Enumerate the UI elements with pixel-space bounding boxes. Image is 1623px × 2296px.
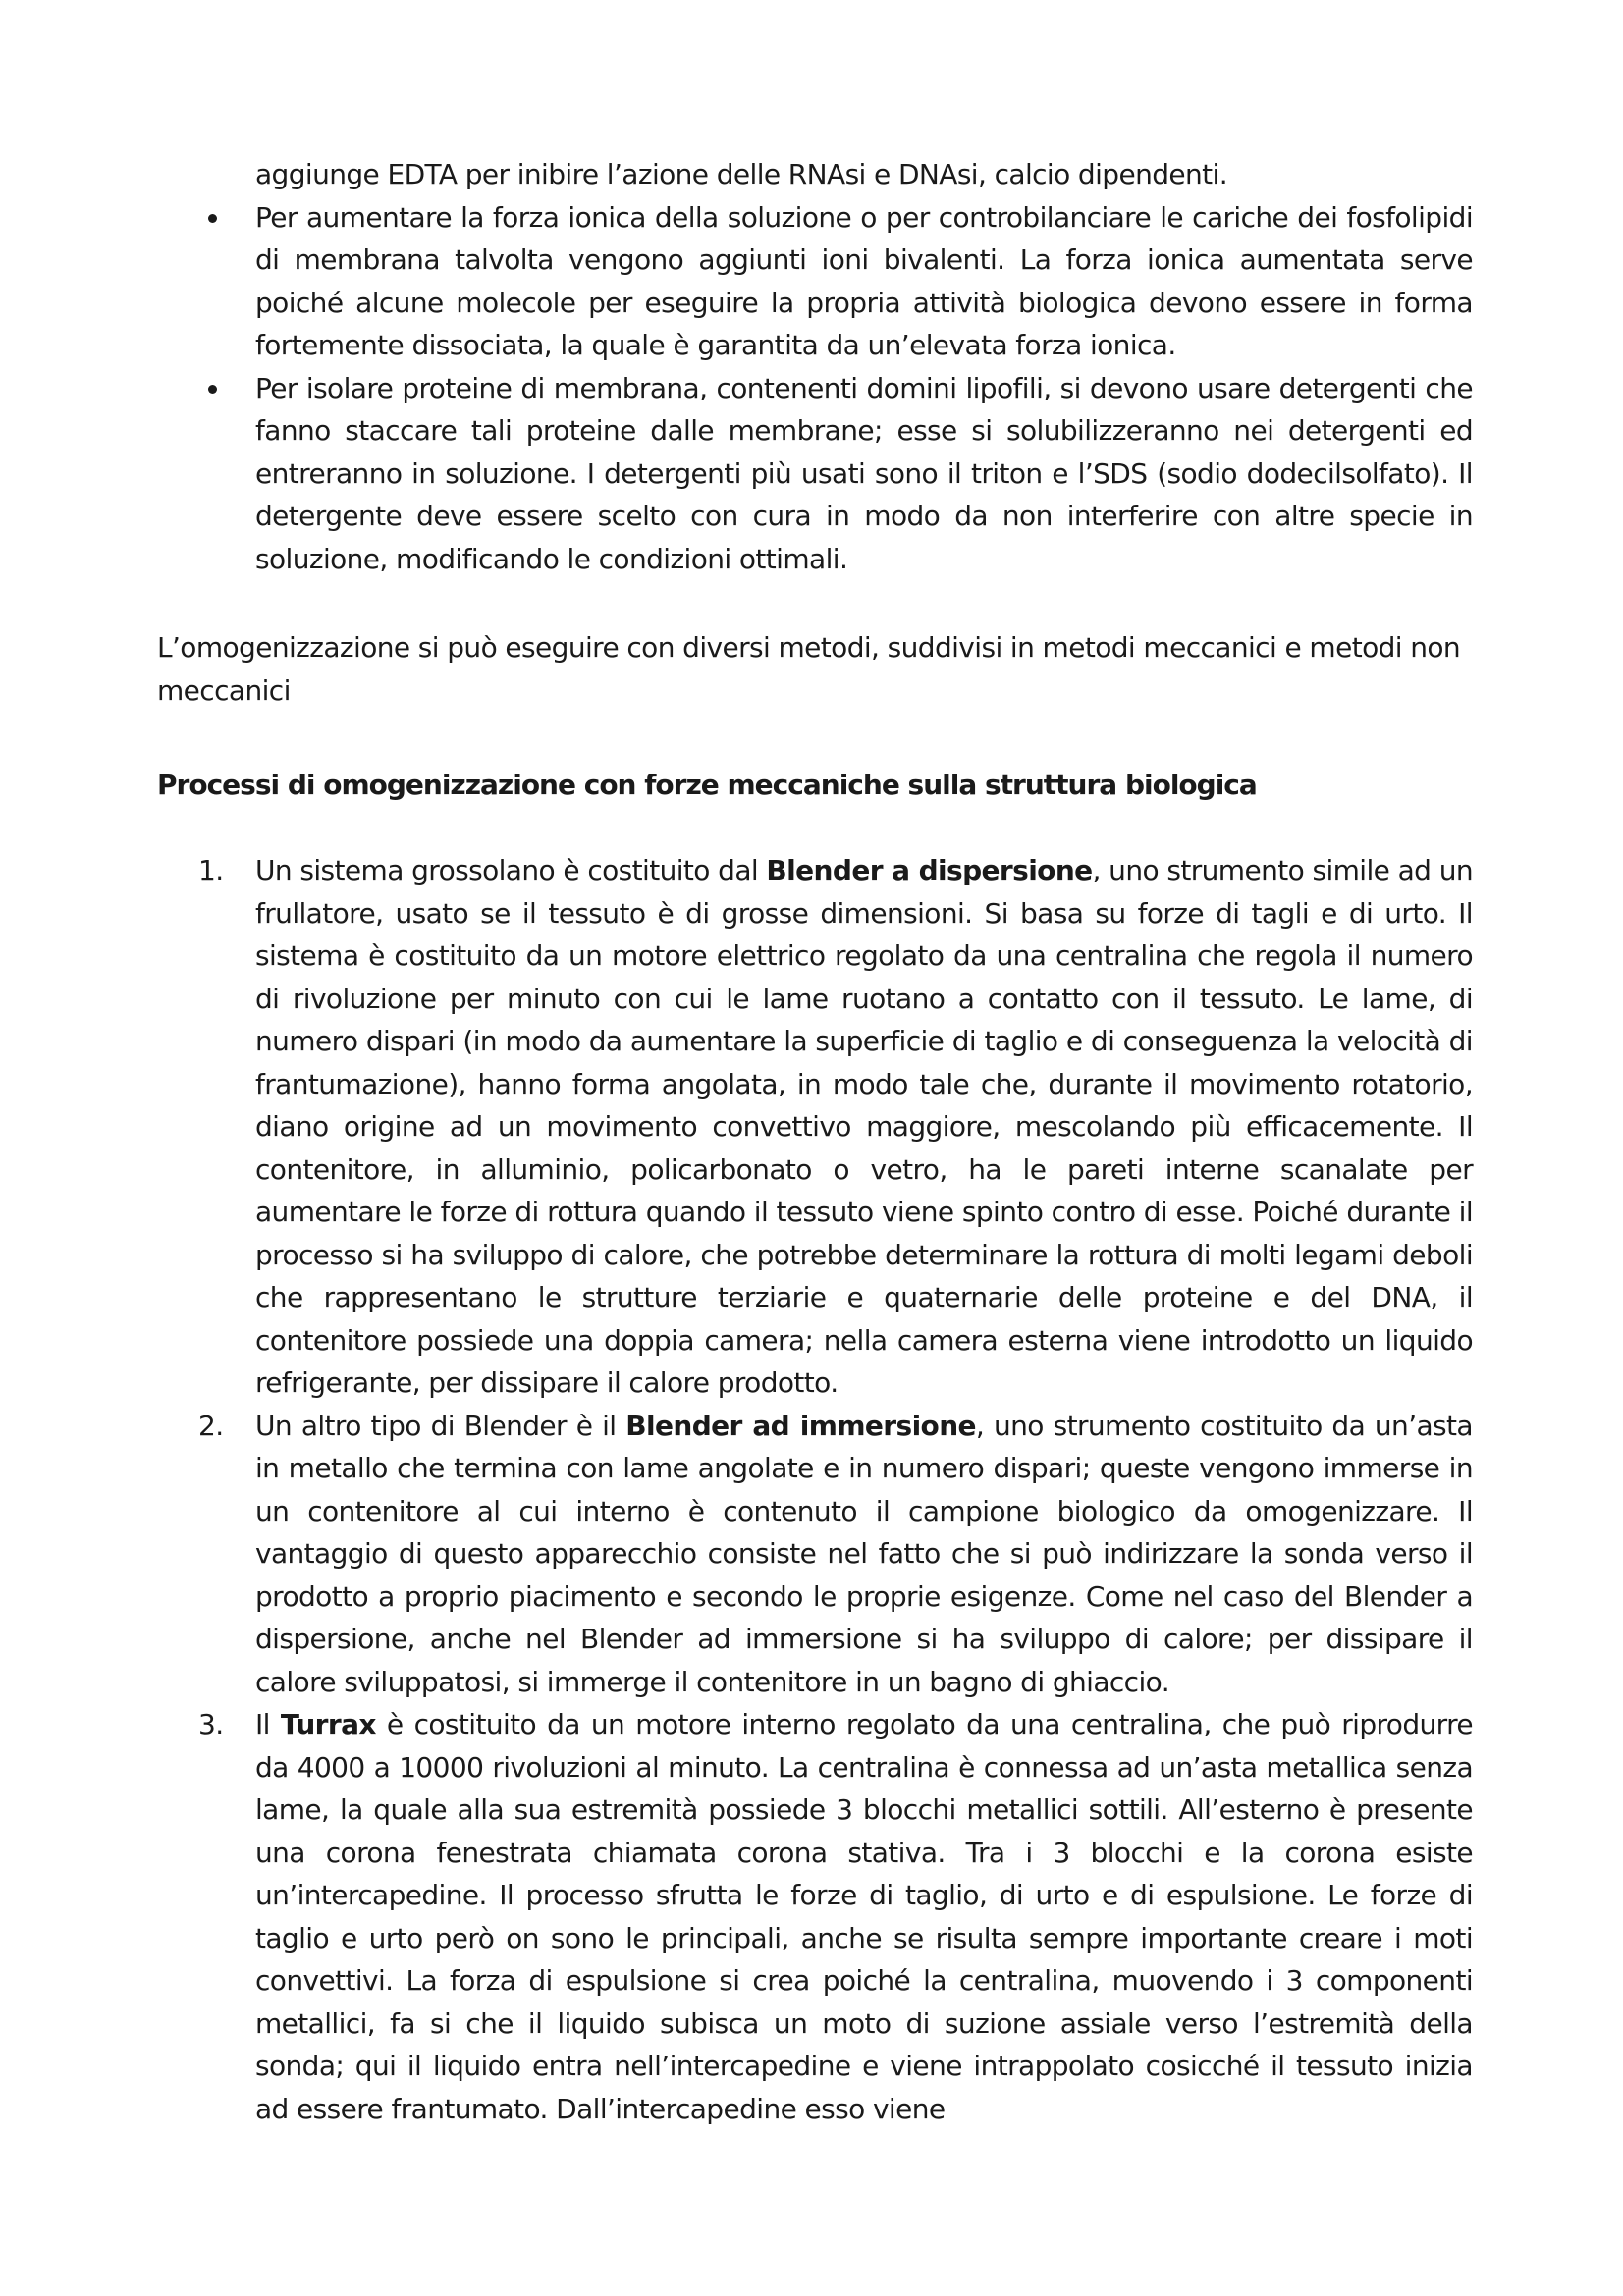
bullet-list-continuation bbox=[157, 153, 1473, 580]
intro-paragraph: L’omogenizzazione si può eseguire con diversi metodi, suddivisi in metodi meccanici e metodi non meccanici bbox=[157, 631, 1461, 707]
item-term: Turrax bbox=[280, 1708, 376, 1740]
numbered-item bbox=[198, 1703, 1473, 2130]
bullet-text: Per aumentare la forza ionica della soluzione o per controbilanciare le cariche dei fosfolipidi di membrana talvolta vengono aggiunti ioni bivalenti. La forza ionica aumentata serve poiché alcune molecole per eseguire la propria attività biologica devono essere in forma fortemente dissociata, la quale è garantita da un’elevata forza ionica. bbox=[255, 200, 1473, 361]
item-term: Blender ad immersione bbox=[625, 1409, 976, 1442]
item-text: è costituito da un motore interno regolato da una centralina, che può riprodurre da 4000 a 10000 rivoluzioni al minuto. La centralina è connessa ad un’asta metallica senza lame, la quale alla sua estremità possiede 3 blocchi metallici sottili. All’esterno è presente una corona fenestrata chiamata corona stativa. Tra i 3 blocchi e la corona esiste un’intercapedine. Il processo sfrutta le forze di taglio, di urto e di espulsione. Le forze di taglio e urto però on sono le principali, anche se risulta sempre importante creare i moti convettivi. La forza di espulsione si crea poiché la centralina, muovendo i 3 componenti metallici, fa si che il liquido subisca un moto di suzione assiale verso l’estremità della sonda; qui il liquido entra nell’intercapedine e viene intrappolato cosicché il tessuto inizia ad essere frantumato. Dall’intercapedine esso viene bbox=[255, 1708, 1473, 2125]
bullet-icon bbox=[208, 385, 217, 394]
item-text: Un altro tipo di Blender è il bbox=[255, 1409, 626, 1442]
list-number: 2. bbox=[198, 1409, 224, 1442]
section-heading: Processi di omogenizzazione con forze meccaniche sulla struttura biologica bbox=[157, 769, 1257, 801]
numbered-item bbox=[198, 849, 1473, 1405]
item-text: , uno strumento costituito da un’asta in metallo che termina con lame angolate e in numero dispari; queste vengono immerse in un contenitore al cui interno è contenuto il campione biologico da omogenizzare. Il vantaggio di questo apparecchio consiste nel fatto che si può indirizzare la sonda verso il prodotto a proprio piacimento e secondo le proprie esigenze. Come nel caso del Blender a dispersione, anche nel Blender ad immersione si ha sviluppo di calore; per dissipare il calore sviluppatosi, si immerge il contenitore in un bagno di ghiaccio. bbox=[255, 1409, 1473, 1698]
list-number: 3. bbox=[198, 1708, 224, 1740]
bullet-text: Per isolare proteine di membrana, contenenti domini lipofili, si devono usare detergenti che fanno staccare tali proteine dalle membrane; esse si solubilizzeranno nei detergenti ed entreranno in soluzione. I detergenti più usati sono il triton e l’SDS (sodio dodecilsolfato). Il detergente deve essere scelto con cura in modo da non interferire con altre specie in soluzione, modificando le condizioni ottimali. bbox=[255, 371, 1473, 575]
item-term: Blender a dispersione bbox=[766, 854, 1093, 886]
item-text: Il bbox=[255, 1708, 281, 1740]
bullet-item bbox=[255, 196, 1473, 367]
numbered-item bbox=[198, 1405, 1473, 1704]
numbered-list bbox=[157, 849, 1473, 2130]
bullet-icon bbox=[208, 214, 217, 223]
item-text: , uno strumento simile ad un frullatore, usato se il tessuto è di grosse dimensioni. Si basa su forze di tagli e di urto. Il sistema è costituito da un motore elettrico regolato da una centralina che regola il numero di rivoluzione per minuto con cui le lame ruotano a contatto con il tessuto. Le lame, di numero dispari (in modo da aumentare la superficie di taglio e di conseguenza la velocità di frantumazione), hanno forma angolata, in modo tale che, durante il movimento rotatorio, diano origine ad un movimento convettivo maggiore, mescolando più efficacemente. Il contenitore, in alluminio, policarbonato o vetro, ha le pareti interne scanalate per aumentare le forze di rottura quando il tessuto viene spinto contro di esse. Poiché durante il processo si ha sviluppo di calore, che potrebbe determinare la rottura di molti legami deboli che rappresentano le strutture terziarie e quaternarie delle proteine e del DNA, il contenitore possiede una doppia camera; nella camera esterna viene introdotto un liquido refrigerante, per dissipare il calore prodotto. bbox=[255, 854, 1473, 1399]
bullet-item bbox=[255, 367, 1473, 581]
list-number: 1. bbox=[198, 854, 224, 886]
item-text: Un sistema grossolano è costituito dal bbox=[255, 854, 767, 886]
continuation-text: aggiunge EDTA per inibire l’azione delle RNAsi e DNAsi, calcio dipendenti. bbox=[255, 158, 1228, 190]
